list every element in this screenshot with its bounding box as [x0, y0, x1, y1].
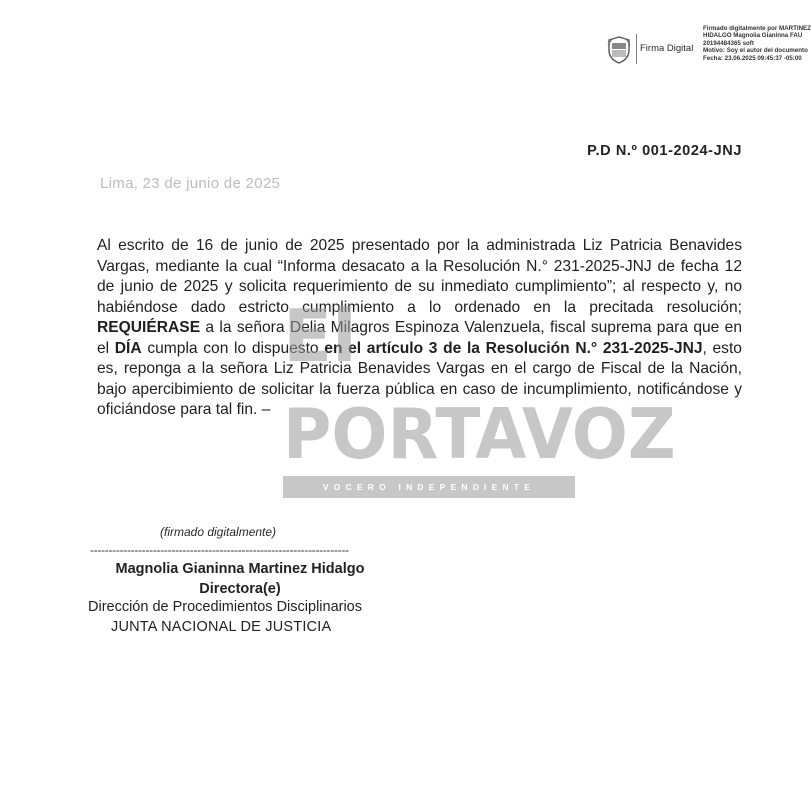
document-reference: P.D N.º 001-2024-JNJ	[587, 143, 742, 159]
signer-institution: JUNTA NACIONAL DE JUSTICIA	[111, 619, 332, 635]
body-bold-segment: REQUIÉRASE	[97, 319, 201, 336]
stamp-detail-line: HIDALGO Magnolia Gianinna FAU	[703, 32, 803, 40]
body-text-segment: Al escrito de 16 de junio de 2025 presentado por la administrada Liz Patricia Benavides Vargas, mediante la cual “Informa desacato a la Resolución N.° 231-2025-JNJ de fecha 12 de junio de 2025 y solicita requerimiento de su inmediato cumplimiento”; al respecto y, no habiéndose dado estricto cumplimiento a lo ordenado en la precitada resolución;	[97, 237, 742, 316]
stamp-detail-line: Firmado digitalmente por MARTINEZ	[703, 25, 811, 32]
coat-of-arms-icon	[606, 36, 632, 64]
body-bold-segment: DÍA	[114, 339, 142, 357]
watermark-prefix: El	[283, 294, 357, 378]
signature-line: ----------------------------------------------------------------------	[90, 543, 349, 557]
watermark-tagline: VOCERO INDEPENDIENTE	[322, 482, 536, 492]
date-line: Lima, 23 de junio de 2025	[100, 175, 281, 192]
stamp-detail-line: 20194484365 soft	[703, 39, 754, 47]
body-bold-segment: en el artículo 3 de la Resolución N.° 231-2025-JNJ	[324, 339, 703, 357]
digital-signature-label: Firma Digital	[640, 43, 694, 54]
stamp-detail-line: Motivo: Soy el autor del documento	[703, 47, 808, 55]
document-body	[97, 236, 742, 421]
digital-signature-details	[703, 25, 811, 62]
signed-note: (firmado digitalmente)	[160, 525, 277, 539]
body-text-segment: cumpla con lo dispuesto	[141, 339, 325, 357]
stamp-divider	[636, 34, 637, 64]
watermark-brand: PORTAVOZ	[283, 394, 676, 475]
signer-role: Directora(e)	[199, 581, 281, 597]
signer-office: Dirección de Procedimientos Disciplinarios	[88, 599, 362, 615]
body-text-segment: a la señora Delia Milagros Espinoza Valenzuela, fiscal suprema para que en el	[97, 319, 742, 357]
signer-name: Magnolia Gianinna Martinez Hidalgo	[115, 561, 365, 577]
stamp-detail-line: Fecha: 23.06.2025 09:45:37 -05:00	[703, 54, 802, 62]
body-text-segment: , esto es, reponga a la señora Liz Patricia Benavides Vargas en el cargo de Fiscal de la Nación, bajo apercibimiento de solicitar la fuerza pública en caso de incumplimiento, notificándose y oficiándose para tal fin. –	[97, 339, 742, 418]
watermark-tagline-bar	[283, 476, 575, 498]
